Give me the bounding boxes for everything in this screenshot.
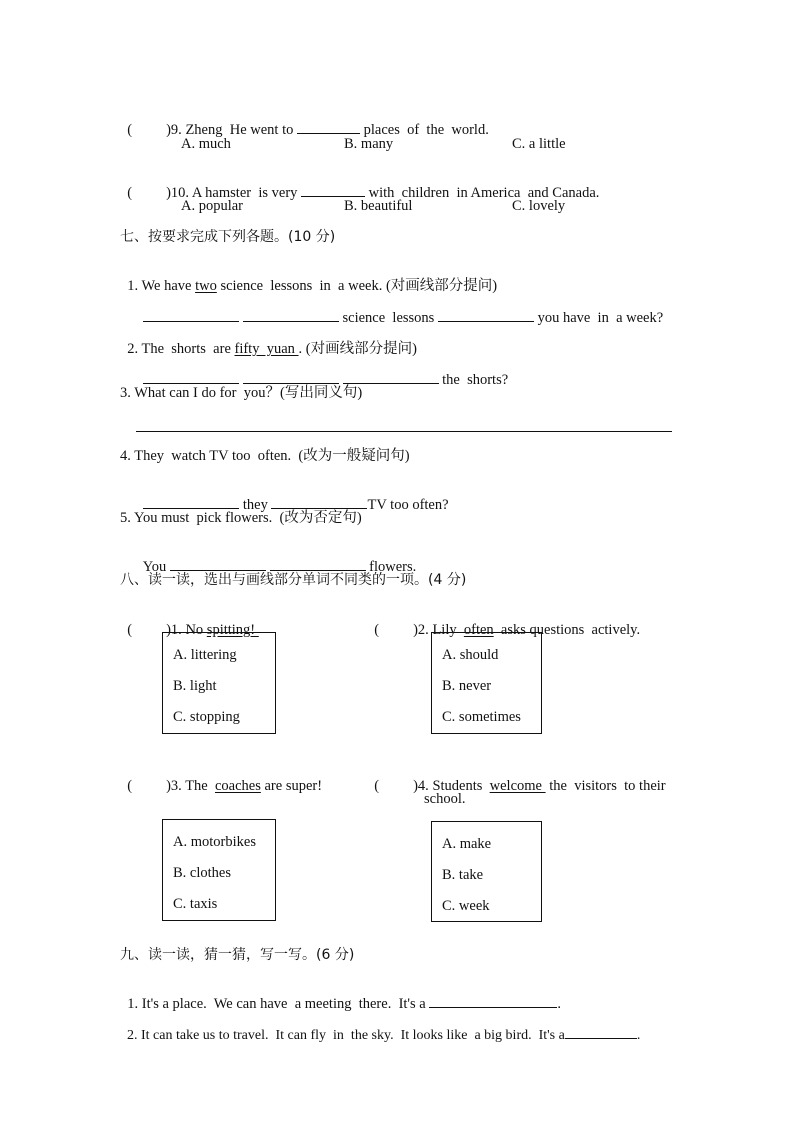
fill-blank[interactable] xyxy=(170,558,266,571)
question-7-4: 4. They watch TV too often. (改为一般疑问句) xyxy=(120,448,410,464)
question-text: 2. It can take us to travel. It can fly in the sky. It looks like a big bird. It's a xyxy=(127,1028,565,1043)
fill-blank[interactable] xyxy=(297,121,360,134)
fill-blank[interactable] xyxy=(243,309,339,322)
option-a[interactable]: A. motorbikes xyxy=(173,834,256,850)
option-b[interactable]: B. beautiful xyxy=(344,198,413,214)
question-text: The xyxy=(185,778,215,794)
question-text: asks questions actively. xyxy=(493,622,641,638)
question-text: Students xyxy=(432,778,490,794)
option-a[interactable]: A. popular xyxy=(181,198,244,214)
question-number: )3. xyxy=(166,778,182,794)
question-text: 2. The shorts are xyxy=(127,341,235,357)
question-number: )9. xyxy=(166,122,182,138)
answer-paren: ( xyxy=(374,622,380,638)
answer-text: the shorts? xyxy=(442,372,509,388)
question-number: )4. xyxy=(413,778,429,794)
answer-paren: ( xyxy=(127,185,133,201)
fill-blank[interactable] xyxy=(143,309,239,322)
question-8-3 xyxy=(120,759,322,795)
fill-blank[interactable] xyxy=(243,371,339,384)
option-c[interactable]: C. lovely xyxy=(512,198,566,214)
answer-paren: ( xyxy=(127,622,133,638)
answer-text: flowers. xyxy=(369,559,417,575)
options-box-8-4 xyxy=(431,821,542,922)
option-b[interactable]: B. many xyxy=(344,136,394,152)
fill-blank[interactable] xyxy=(429,995,557,1008)
question-text: A hamster is very xyxy=(191,185,298,201)
option-c[interactable]: C. taxis xyxy=(173,896,218,912)
question-9-2 xyxy=(120,1008,640,1045)
answer-text: science lessons xyxy=(342,310,435,326)
question-text: Lily xyxy=(432,622,464,638)
option-b[interactable]: B. light xyxy=(173,678,217,694)
option-a[interactable]: A. should xyxy=(442,647,499,663)
answer-text: they xyxy=(242,497,268,513)
question-text: places of the world. xyxy=(363,122,489,138)
answer-text: TV too often? xyxy=(367,497,449,513)
answer-text: You xyxy=(142,559,167,575)
question-text: with children in America and Canada. xyxy=(368,185,600,201)
fill-blank[interactable] xyxy=(143,371,239,384)
fill-blank[interactable] xyxy=(301,184,365,197)
question-text: . xyxy=(636,1028,641,1043)
underlined-word: welcome xyxy=(489,778,546,794)
section-title-8: 八、读一读，选出与画线部分单词不同类的一项。(4 分) xyxy=(120,572,467,588)
fill-blank[interactable] xyxy=(143,496,239,509)
option-b[interactable]: B. take xyxy=(442,867,484,883)
section-title-9: 九、读一读，猜一猜，写一写。(6 分) xyxy=(120,947,355,963)
option-b[interactable]: B. clothes xyxy=(173,865,231,881)
question-number: )2. xyxy=(413,622,429,638)
question-8-4-continued: school. xyxy=(424,791,466,807)
option-c[interactable]: C. stopping xyxy=(173,709,240,725)
question-9 xyxy=(120,103,489,139)
underlined-word: two xyxy=(195,278,217,294)
fill-blank[interactable] xyxy=(438,309,534,322)
question-number: )10. xyxy=(166,185,190,201)
question-7-3: 3. What can I do for you？(写出同义句) xyxy=(120,385,363,401)
option-a[interactable]: A. littering xyxy=(173,647,237,663)
answer-paren: ( xyxy=(374,778,380,794)
question-8-4 xyxy=(367,759,666,795)
question-text: the visitors to their xyxy=(545,778,666,794)
option-b[interactable]: B. never xyxy=(442,678,492,694)
option-c[interactable]: C. week xyxy=(442,898,490,914)
answer-line-7-3[interactable] xyxy=(136,431,672,432)
underlined-word: often xyxy=(463,622,494,638)
question-text: Zheng He went to xyxy=(185,122,294,138)
fill-blank[interactable] xyxy=(343,371,439,384)
question-text: . xyxy=(557,996,561,1012)
underlined-word: fifty yuan xyxy=(234,341,299,357)
question-text: are super! xyxy=(260,778,323,794)
option-a[interactable]: A. make xyxy=(442,836,492,852)
question-text: 1. It's a place. We can have a meeting there. It's a xyxy=(127,996,426,1012)
question-text: No xyxy=(185,622,207,638)
question-number: )1. xyxy=(166,622,182,638)
fill-blank[interactable] xyxy=(271,496,367,509)
option-a[interactable]: A. much xyxy=(181,136,231,152)
answer-paren: ( xyxy=(127,122,133,138)
section-title-7: 七、按要求完成下列各题。(10 分) xyxy=(120,229,336,245)
underlined-word: spitting! xyxy=(206,622,259,638)
answer-text: you have in a week? xyxy=(537,310,664,326)
question-7-5: 5. You must pick flowers. (改为否定句) xyxy=(120,510,362,526)
fill-blank[interactable] xyxy=(565,1026,637,1039)
options-box-8-2 xyxy=(431,632,542,734)
question-text: . (对画线部分提问) xyxy=(298,341,417,357)
option-c[interactable]: C. a little xyxy=(512,136,566,152)
option-c[interactable]: C. sometimes xyxy=(442,709,521,725)
options-box-8-1 xyxy=(162,632,276,734)
answer-paren: ( xyxy=(127,778,133,794)
question-text: science lessons in a week. (对画线部分提问) xyxy=(216,278,498,294)
question-text: 1. We have xyxy=(127,278,196,294)
fill-blank[interactable] xyxy=(270,558,366,571)
question-7-1 xyxy=(120,259,497,295)
options-box-8-3 xyxy=(162,819,276,921)
underlined-word: coaches xyxy=(214,778,261,794)
